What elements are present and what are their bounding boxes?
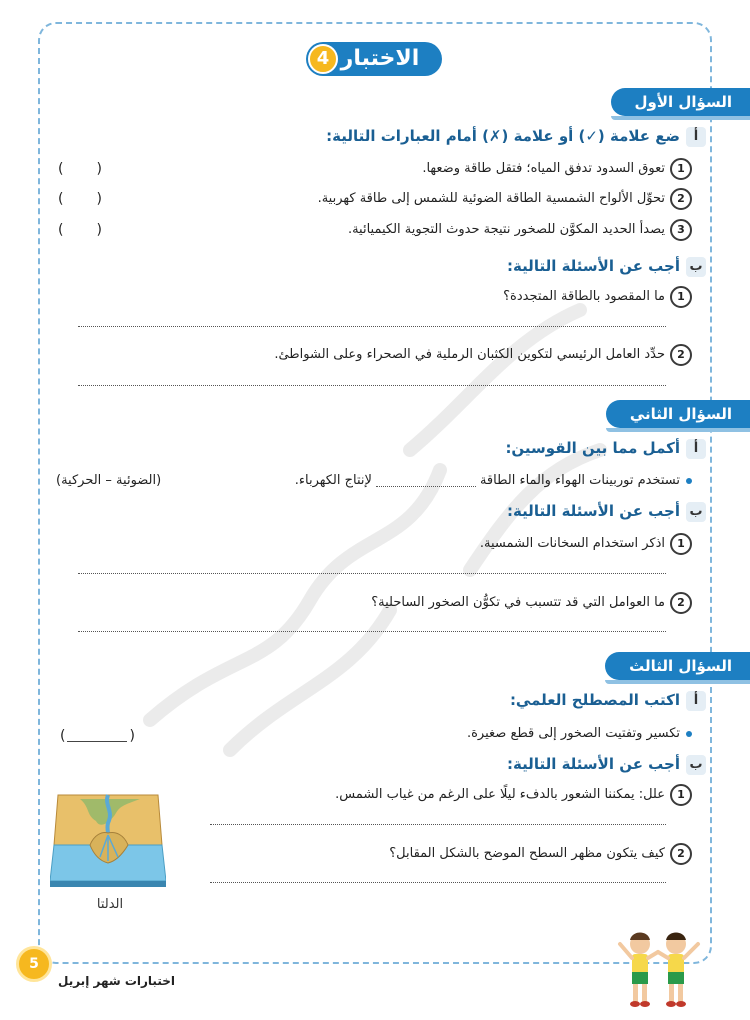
section-heading-q2: السؤال الثاني [606, 400, 750, 428]
q1-a-item-3 [348, 218, 692, 242]
delta-illustration [50, 783, 166, 889]
item-text: تحوِّل الألواح الشمسية الطاقة الضوئية للشمس إلى طاقة كهربية. [317, 191, 665, 206]
section-heading-q3: السؤال الثالث [605, 652, 750, 680]
q2-part-a-instruction: أكمل مما بين القوسين: [505, 439, 680, 457]
answer-line[interactable] [210, 882, 666, 883]
page-number-badge: 5 [16, 946, 52, 982]
answer-line[interactable] [210, 824, 666, 825]
item-number: 2 [670, 843, 692, 865]
q1-part-b-instruction: أجب عن الأسئلة التالية: [506, 257, 680, 275]
q1-part-b-heading [507, 255, 706, 277]
blank-line [67, 731, 127, 742]
item-text: يصدأ الحديد المكوَّن للصخور نتيجة حدوث التجوية الكيميائية. [347, 222, 665, 237]
item-number: 1 [670, 784, 692, 806]
part-letter: ب [686, 755, 706, 775]
paren-open: ( [58, 222, 64, 238]
item-text: تعوق السدود تدفق المياه؛ فتقل طاقة وضعها. [422, 161, 665, 176]
part-letter: ب [686, 502, 706, 522]
sentence-start: تستخدم توربينات الهواء والماء الطاقة [479, 473, 680, 488]
paren-close: ) [129, 728, 135, 744]
item-number: 2 [670, 188, 692, 210]
part-letter: أ [686, 439, 706, 459]
item-number: 2 [670, 592, 692, 614]
exam-number-badge: 4 [308, 44, 338, 74]
item-number: 1 [670, 533, 692, 555]
item-text: تكسير وتفتيت الصخور إلى قطع صغيرة. [466, 726, 680, 741]
answer-line[interactable] [78, 631, 666, 632]
answer-parentheses-3[interactable] [58, 218, 102, 242]
q2-part-a-heading [505, 437, 706, 459]
answer-line[interactable] [78, 326, 666, 327]
item-number: 2 [670, 344, 692, 366]
item-text: ما المقصود بالطاقة المتجددة؟ [503, 289, 665, 304]
answer-parentheses-2[interactable] [58, 187, 102, 211]
kids-mascot-illustration [612, 926, 704, 1016]
part-letter: ب [686, 257, 706, 277]
q2-part-b-instruction: أجب عن الأسئلة التالية: [506, 502, 680, 520]
item-number: 1 [670, 286, 692, 308]
paren-close: ) [96, 161, 102, 177]
q3-part-a-instruction: اكتب المصطلح العلمي: [509, 691, 680, 709]
q3-a-item [467, 722, 692, 746]
bullet-icon [686, 731, 692, 737]
item-text: كيف يتكون مظهر السطح الموضح بالشكل المقابل؟ [389, 846, 665, 861]
q1-a-item-1 [422, 157, 692, 181]
item-text: حدِّد العامل الرئيسي لتكوين الكثبان الرملية في الصحراء وعلى الشواطئ. [274, 347, 665, 362]
exam-title: الاختبار [340, 46, 420, 71]
q2-a-sentence [295, 469, 692, 493]
q1-b-item-1 [503, 285, 692, 309]
choice-options: (الضوئية – الحركية) [56, 473, 162, 488]
paren-close: ) [96, 222, 102, 238]
part-letter: أ [686, 691, 706, 711]
part-letter: أ [686, 127, 706, 147]
q1-part-a-instruction: ضع علامة (✓) أو علامة (✗) أمام العبارات التالية: [326, 127, 680, 145]
section-heading-q1: السؤال الأول [611, 88, 750, 116]
q1-part-a-heading [326, 125, 706, 147]
q3-part-a-heading [510, 689, 706, 711]
q2-b-item-2 [371, 591, 692, 615]
q2-b-item-1 [480, 532, 692, 556]
item-text: علل: يمكننا الشعور بالدفء ليلًا على الرغم من غياب الشمس. [335, 787, 665, 802]
paren-close: ) [96, 191, 102, 207]
paren-open: ( [60, 728, 66, 744]
item-number: 1 [670, 158, 692, 180]
q3-b-item-2 [389, 842, 692, 866]
item-text: ما العوامل التي قد تتسبب في تكوُّن الصخور الساحلية؟ [371, 595, 665, 610]
q2-part-b-heading [507, 500, 706, 522]
bullet-icon [686, 478, 692, 484]
term-answer-blank[interactable] [60, 725, 135, 747]
answer-parentheses-1[interactable] [58, 157, 102, 181]
sentence-end: لإنتاج الكهرباء. [294, 473, 372, 488]
q1-b-item-2 [274, 343, 692, 367]
paren-open: ( [58, 161, 64, 177]
fill-blank[interactable] [376, 474, 476, 487]
q3-part-b-heading [507, 753, 706, 775]
paren-open: ( [58, 191, 64, 207]
footer-text: اختبارات شهر إبريل [58, 974, 175, 988]
figure-caption: الدلتا [96, 897, 124, 912]
item-text: اذكر استخدام السخانات الشمسية. [479, 536, 665, 551]
q1-a-item-2 [318, 187, 692, 211]
item-number: 3 [670, 219, 692, 241]
answer-line[interactable] [78, 573, 666, 574]
answer-line[interactable] [78, 385, 666, 386]
q3-b-item-1 [335, 783, 692, 807]
q3-part-b-instruction: أجب عن الأسئلة التالية: [506, 755, 680, 773]
